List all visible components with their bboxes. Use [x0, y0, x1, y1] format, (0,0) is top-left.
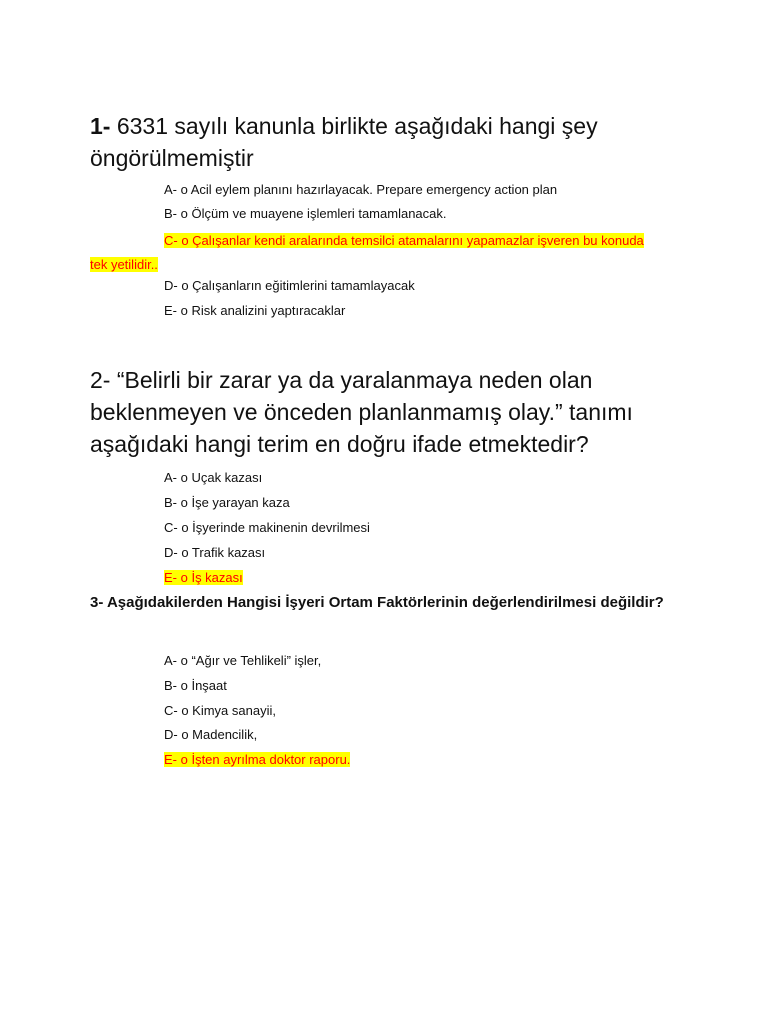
q2-option-d: D- o Trafik kazası	[164, 545, 266, 560]
q2-option-e-correct	[164, 569, 243, 587]
q3-option-e-correct	[164, 751, 350, 769]
q1-option-b: B- o Ölçüm ve muayene işlemleri tamamlanacak.	[164, 206, 447, 221]
question-2-title: 2- “Belirli bir zarar ya da yaralanmaya neden olan beklenmeyen ve önceden planlanmamış olay.” tanımı aşağıdaki hangi terim en doğru ifade etmektedir?	[90, 367, 633, 457]
question-1-title	[90, 110, 690, 174]
q2-option-c: C- o İşyerinde makinenin devrilmesi	[164, 520, 370, 535]
q1-option-c-text: C- o Çalışanlar kendi aralarında temsilci atamalarını yapamazlar işveren bu konuda tek yetilidir..	[90, 233, 644, 272]
question-1-text: 6331 sayılı kanunla birlikte aşağıdaki hangi şey öngörülmemiştir	[90, 113, 598, 171]
q1-option-c-correct	[90, 229, 660, 277]
q1-option-a: A- o Acil eylem planını hazırlayacak. Prepare emergency action plan	[164, 182, 558, 197]
q1-option-d: D- o Çalışanların eğitimlerini tamamlayacak	[164, 278, 415, 293]
q3-option-d: D- o Madencilik,	[164, 727, 258, 742]
q1-option-e: E- o Risk analizini yaptıracaklar	[164, 303, 346, 318]
q3-option-a: A- o “Ağır ve Tehlikeli” işler,	[164, 653, 322, 668]
q2-option-e-text: E- o İş kazası	[164, 570, 243, 585]
q2-option-a: A- o Uçak kazası	[164, 470, 263, 485]
q2-option-b: B- o İşe yarayan kaza	[164, 495, 290, 510]
question-3-title: 3- Aşağıdakilerden Hangisi İşyeri Ortam Faktörlerinin değerlendirilmesi değildir?	[90, 594, 664, 611]
q3-option-e-text: E- o İşten ayrılma doktor raporu.	[164, 752, 351, 767]
q3-option-b: B- o İnşaat	[164, 678, 227, 693]
q3-option-c: C- o Kimya sanayii,	[164, 703, 276, 718]
question-1-number: 1-	[90, 113, 111, 139]
